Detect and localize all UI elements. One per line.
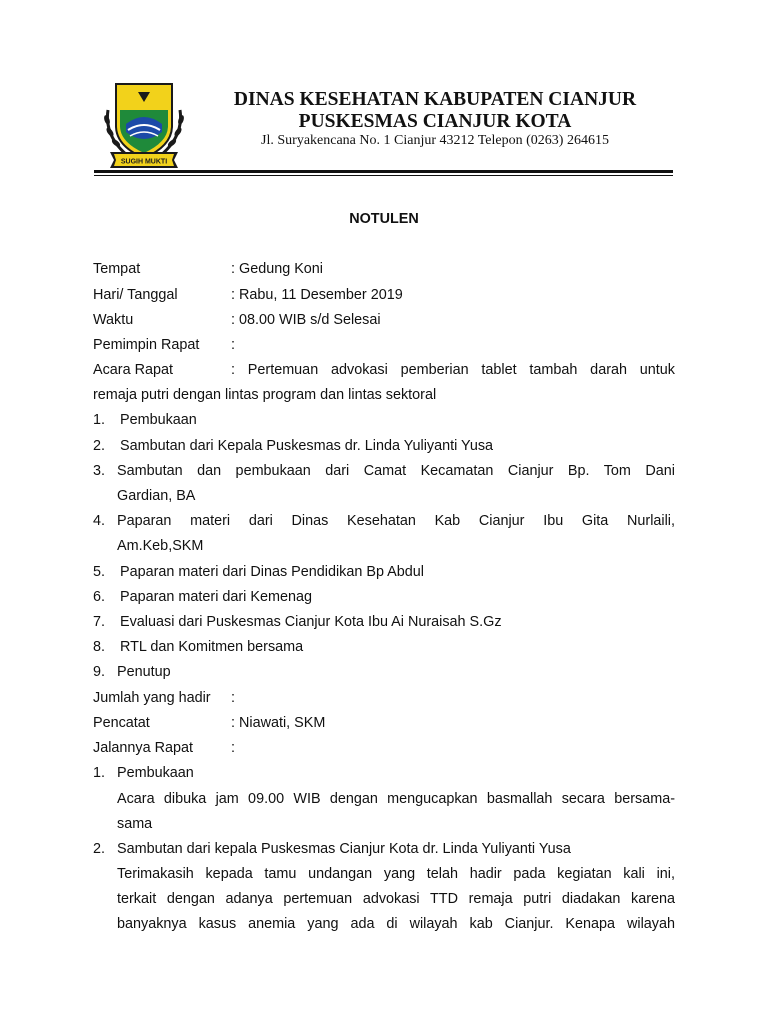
meta-value: : Pertemuan advokasi pemberian tablet tambah darah untuk — [231, 362, 675, 378]
emblem-motto: SUGIH MUKTI — [120, 158, 168, 166]
list-number: 1. — [93, 412, 106, 428]
agenda-item: Paparan materi dari Kemenag — [120, 589, 312, 605]
list-number: 6. — [93, 589, 106, 605]
agency-name: DINAS KESEHATAN KABUPATEN CIANJUR — [233, 89, 637, 110]
proceeding-text: banyaknya kasus anemia yang ada di wilayah kab Cianjur. Kenapa wilayah — [117, 916, 675, 932]
meta-value: : — [231, 740, 235, 756]
cianjur-regency-emblem-icon — [98, 80, 190, 170]
letterhead-divider-thin — [94, 175, 673, 176]
proceeding-heading: Pembukaan — [117, 765, 194, 781]
puskesmas-name: PUSKESMAS CIANJUR KOTA — [298, 111, 572, 132]
proceeding-text: Terimakasih kepada tamu undangan yang telah hadir pada kegiatan kali ini, — [117, 866, 675, 882]
list-number: 1. — [93, 765, 106, 781]
agenda-item: Pembukaan — [120, 412, 197, 428]
agenda-item-continuation: Am.Keb,SKM — [117, 538, 204, 554]
proceeding-text: sama — [117, 816, 153, 832]
agenda-item: Evaluasi dari Puskesmas Cianjur Kota Ibu Ai Nuraisah S.Gz — [120, 614, 502, 630]
letterhead-divider-thick — [94, 170, 673, 173]
address-line: Jl. Suryakencana No. 1 Cianjur 43212 Telepon (0263) 264615 — [261, 133, 609, 148]
proceeding-heading: Sambutan dari kepala Puskesmas Cianjur Kota dr. Linda Yuliyanti Yusa — [117, 841, 571, 857]
acara-continuation: remaja putri dengan lintas program dan lintas sektoral — [93, 387, 437, 403]
agenda-item: RTL dan Komitmen bersama — [120, 639, 304, 655]
agenda-item: Sambutan dan pembukaan dari Camat Kecamatan Cianjur Bp. Tom Dani — [117, 463, 675, 479]
meta-label: Jalannya Rapat — [93, 740, 194, 756]
list-number: 7. — [93, 614, 106, 630]
list-number: 8. — [93, 639, 106, 655]
meta-label: Jumlah yang hadir — [93, 690, 211, 706]
meta-label: Pemimpin Rapat — [93, 337, 200, 353]
meta-label: Hari/ Tanggal — [93, 287, 178, 303]
proceeding-text: Acara dibuka jam 09.00 WIB dengan mengucapkan basmallah secara bersama- — [117, 791, 675, 807]
meta-value: : — [231, 690, 235, 706]
list-number: 4. — [93, 513, 106, 529]
meta-label: Waktu — [93, 312, 134, 328]
agenda-item: Paparan materi dari Dinas Kesehatan Kab Cianjur Ibu Gita Nurlaili, — [117, 513, 675, 529]
meta-value: : — [231, 337, 235, 353]
list-number: 3. — [93, 463, 106, 479]
meta-value: : Niawati, SKM — [231, 715, 326, 731]
meta-row-acara — [93, 360, 675, 380]
agenda-item: Paparan materi dari Dinas Pendidikan Bp Abdul — [120, 564, 424, 580]
list-number: 2. — [93, 438, 106, 454]
document-title: NOTULEN — [349, 211, 419, 227]
meta-label: Pencatat — [93, 715, 150, 731]
list-number: 9. — [93, 664, 106, 680]
meta-value: : 08.00 WIB s/d Selesai — [231, 312, 381, 328]
proceeding-text: terkait dengan adanya pertemuan advokasi TTD remaja putri diadakan karena — [117, 891, 675, 907]
agenda-item-continuation: Gardian, BA — [117, 488, 196, 504]
agenda-item: Sambutan dari Kepala Puskesmas dr. Linda Yuliyanti Yusa — [120, 438, 494, 454]
meta-value: : Rabu, 11 Desember 2019 — [231, 287, 403, 303]
list-number: 5. — [93, 564, 106, 580]
meta-value: : Gedung Koni — [231, 261, 324, 277]
list-number: 2. — [93, 841, 106, 857]
agenda-item: Penutup — [117, 664, 171, 680]
meta-label: Acara Rapat — [93, 362, 173, 378]
meta-label: Tempat — [93, 261, 141, 277]
